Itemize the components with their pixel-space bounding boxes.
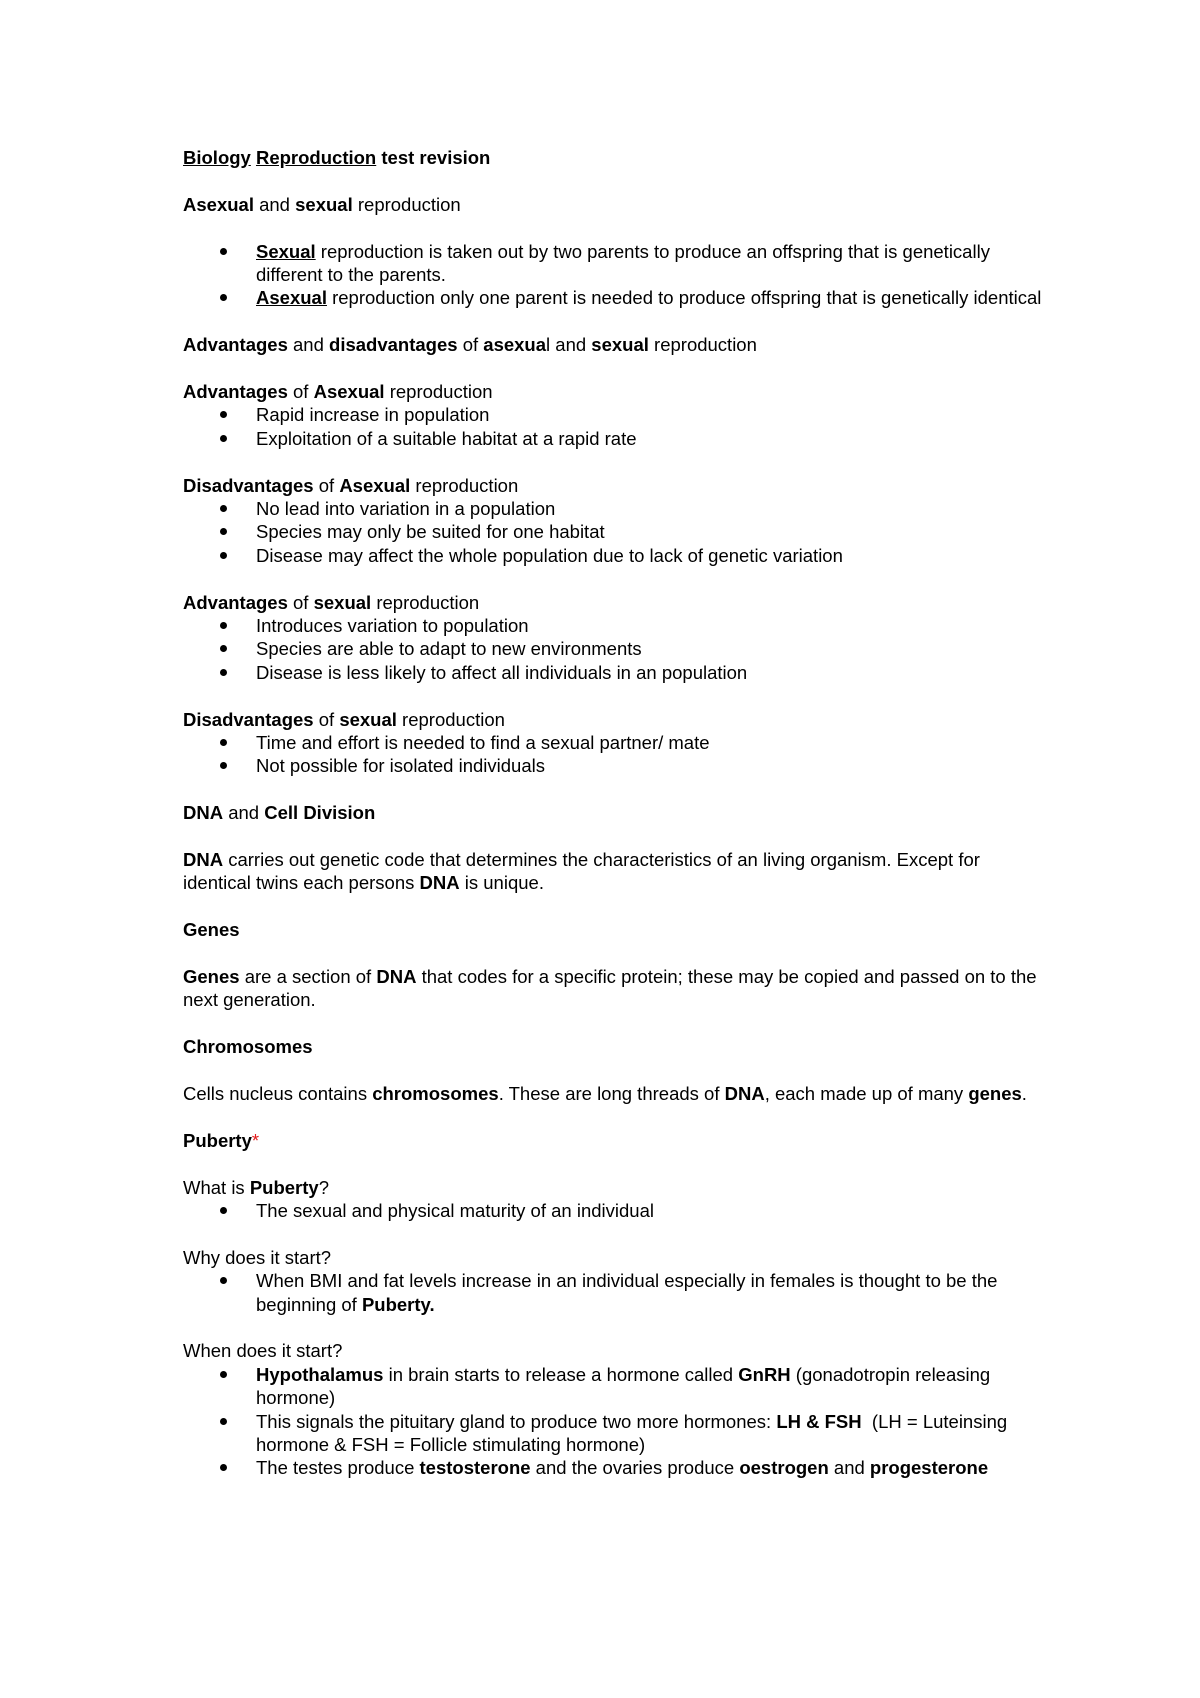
- adv-sexual-heading: Advantages of sexual reproduction: [183, 591, 480, 613]
- list-item: Asexual reproduction only one parent is needed to produce offspring that is genetically identical: [183, 286, 1043, 309]
- dis-asexual-heading: Disadvantages of Asexual reproduction: [183, 474, 519, 496]
- list-item: Disease may affect the whole population due to lack of genetic variation: [183, 544, 1043, 567]
- why-start-question: Why does it start?: [183, 1246, 332, 1268]
- what-is-list: [183, 1199, 1043, 1222]
- list-item: The sexual and physical maturity of an individual: [183, 1199, 1043, 1222]
- puberty-heading: Puberty*: [183, 1129, 260, 1151]
- dna-paragraph: DNA carries out genetic code that determines the characteristics of an living organism. Except for identical twins each persons DNA is unique.: [183, 849, 980, 894]
- list-item: Species are able to adapt to new environments: [183, 637, 1043, 660]
- when-start-question: When does it start?: [183, 1340, 343, 1362]
- why-start-list: [183, 1269, 1043, 1316]
- asterisk-mark: *: [251, 1129, 260, 1151]
- list-item: Species may only be suited for one habitat: [183, 520, 1043, 543]
- list-item: Exploitation of a suitable habitat at a rapid rate: [183, 427, 1043, 450]
- intro-heading: Asexual and sexual reproduction: [183, 193, 461, 215]
- list-item: Not possible for isolated individuals: [183, 754, 1043, 777]
- document-body: [183, 146, 1043, 1480]
- dis-sexual-heading: Disadvantages of sexual reproduction: [183, 708, 505, 730]
- adv-asexual-list: [183, 403, 1043, 450]
- adv-sexual-list: [183, 614, 1043, 684]
- chromosomes-heading: Chromosomes: [183, 1036, 313, 1058]
- what-is-question: What is Puberty?: [183, 1176, 330, 1198]
- list-item: Disease is less likely to affect all individuals in an population: [183, 661, 1043, 684]
- list-item: The testes produce testosterone and the ovaries produce oestrogen and progesterone: [183, 1456, 1043, 1479]
- list-item: This signals the pituitary gland to produce two more hormones: LH & FSH (LH = Luteinsing hormone & FSH = Follicle stimulating hormone): [183, 1410, 1043, 1457]
- when-start-list: [183, 1363, 1043, 1480]
- dis-sexual-list: [183, 731, 1043, 778]
- adv-asexual-heading: Advantages of Asexual reproduction: [183, 381, 493, 402]
- list-item: Hypothalamus in brain starts to release a hormone called GnRH (gonadotropin releasing hormone): [183, 1363, 1043, 1410]
- chromosomes-paragraph: Cells nucleus contains chromosomes. These are long threads of DNA, each made up of many genes.: [183, 1083, 1027, 1105]
- genes-paragraph: Genes are a section of DNA that codes for a specific protein; these may be copied and passed on to the next generation.: [183, 966, 1037, 1011]
- adv-dis-heading: Advantages and disadvantages of asexual and sexual reproduction: [183, 334, 757, 356]
- genes-heading: Genes: [183, 919, 240, 941]
- list-item: Sexual reproduction is taken out by two parents to produce an offspring that is genetically different to the parents.: [183, 240, 1043, 287]
- list-item: Time and effort is needed to find a sexual partner/ mate: [183, 731, 1043, 754]
- list-item: When BMI and fat levels increase in an individual especially in females is thought to be the beginning of Puberty.: [183, 1269, 1043, 1316]
- dis-asexual-list: [183, 497, 1043, 567]
- intro-list: [183, 240, 1043, 310]
- list-item: Rapid increase in population: [183, 403, 1043, 426]
- list-item: No lead into variation in a population: [183, 497, 1043, 520]
- document-title: Biology Reproduction test revision: [183, 147, 491, 168]
- list-item: Introduces variation to population: [183, 614, 1043, 637]
- dna-heading: DNA and Cell Division: [183, 802, 376, 824]
